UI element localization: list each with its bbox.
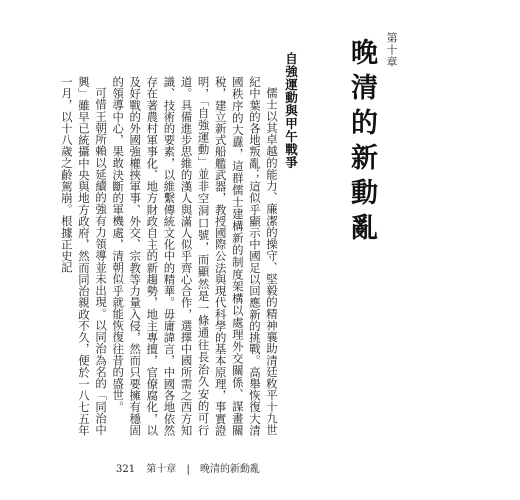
section-title: 自強運動與甲午戰爭 (283, 52, 299, 169)
footer-separator: | (186, 464, 190, 475)
body-paragraph: 可惜王朝所賴以延續的強有力領導並未出現。以同治為名的「同治中興」雖早已統攝中央與地方政府，然而同治親政不久，便於一八七五年一月，以十八歲之齡駕崩。根據正史記 (59, 76, 109, 436)
body-text (59, 76, 280, 436)
chapter-title: 晚清的新動亂 (346, 38, 377, 248)
footer-title: 晚清的新動亂 (200, 464, 261, 475)
running-footer (116, 460, 260, 475)
page-number: 321 (116, 464, 136, 475)
footer-chapter: 第十章 (146, 464, 177, 475)
chapter-label: 第十章 (385, 32, 398, 68)
body-paragraph: 儒士以其卓越的能力、廉潔的操守、堅毅的精神襄助清廷敉平十九世紀中葉的各地叛亂；這似乎顯示中國足以回應新的挑戰。高舉恢復大清國秩序的大纛，這群儒士建構新的制度架構以處理外交關係、謀畫關稅，建立新式船艦武器，教授國際公法與現代科學的基本原理，事實證明，「自強運動」並非空洞口號，而顯然是一條通往長治久安的可行道。具備進步思維的漢人與滿人似乎齊心合作，選擇中國所需之西方知識、技術的要素，以維繫傳統文化中的精華。毋庸諱言，中國各地依然存在著農村軍事化、地方財政自主的新趨勢，地主專擅，官僚腐化，以及好戰的外國強權挾軍事、外交、宗教等力量入侵，然而只要擁有穩固的領導中心，果敢決斷的軍機處，清朝似乎就能恢復往昔的盛世。 (111, 76, 279, 436)
